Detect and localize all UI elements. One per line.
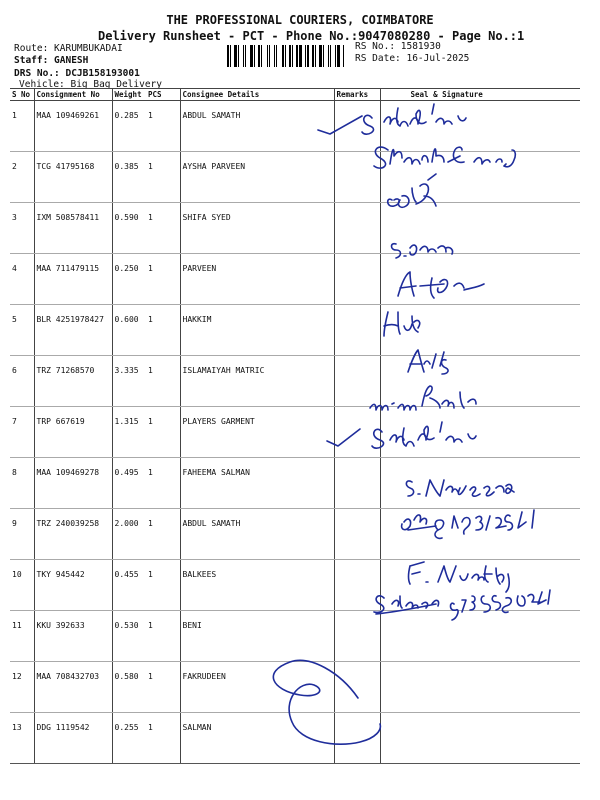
signature-row-7 xyxy=(408,350,448,374)
row-consignee: ABDUL SAMATH xyxy=(180,509,334,560)
row-pcs: 1 xyxy=(146,254,180,305)
row-sno: 9 xyxy=(10,509,34,560)
row-pcs: 1 xyxy=(146,458,180,509)
signature-row-12 xyxy=(409,562,510,592)
row-sno: 1 xyxy=(10,101,34,152)
row-pcs: 1 xyxy=(146,203,180,254)
row-consignee: BALKEES xyxy=(180,560,334,611)
rs-number: RS No.: 1581930 xyxy=(355,41,441,52)
row-consignment-no: MAA 109469278 xyxy=(34,458,112,509)
header-remarks: Remarks xyxy=(334,89,380,101)
row-sno: 8 xyxy=(10,458,34,509)
row-weight: 1.315 xyxy=(112,407,146,458)
row-weight: 0.580 xyxy=(112,662,146,713)
signature-row-4 xyxy=(392,244,453,258)
row-consignee: ISLAMAIYAH MATRIC xyxy=(180,356,334,407)
row-pcs: 1 xyxy=(146,407,180,458)
row-consignment-no: TCG 41795168 xyxy=(34,152,112,203)
row-sno: 10 xyxy=(10,560,34,611)
company-title: THE PROFESSIONAL COURIERS, COIMBATORE xyxy=(166,13,434,27)
signature-row-2 xyxy=(374,147,515,168)
row-weight: 0.250 xyxy=(112,254,146,305)
row-weight: 0.255 xyxy=(112,713,146,764)
row-sno: 2 xyxy=(10,152,34,203)
row-weight: 3.335 xyxy=(112,356,146,407)
rs-date: RS Date: 16-Jul-2025 xyxy=(355,53,470,64)
signature-row-11 xyxy=(402,510,534,538)
vehicle-label: Vehicle: Big Bag Delivery xyxy=(19,79,162,90)
row-pcs: 1 xyxy=(146,509,180,560)
row-pcs: 1 xyxy=(146,560,180,611)
row-weight: 0.495 xyxy=(112,458,146,509)
row-consignment-no: IXM 508578411 xyxy=(34,203,112,254)
row-pcs: 1 xyxy=(146,101,180,152)
row-consignee: SHIFA SYED xyxy=(180,203,334,254)
row-pcs: 1 xyxy=(146,611,180,662)
signature-row-3 xyxy=(388,174,436,207)
runsheet-subtitle: Delivery Runsheet - PCT - Phone No.:9047080280 - Page No.:1 xyxy=(98,29,525,43)
row-consignee: PARVEEN xyxy=(180,254,334,305)
row-consignee: ABDUL SAMATH xyxy=(180,101,334,152)
row-pcs: 1 xyxy=(146,662,180,713)
drs-number: DRS No.: DCJB158193001 xyxy=(14,68,140,79)
row-consignment-no: TKY 945442 xyxy=(34,560,112,611)
row-consignee: FAHEEMA SALMAN xyxy=(180,458,334,509)
signature-row-1 xyxy=(362,104,466,134)
row-consignment-no: DDG 1119542 xyxy=(34,713,112,764)
row-consignee: FAKRUDEEN xyxy=(180,662,334,713)
row-weight: 0.600 xyxy=(112,305,146,356)
row-sno: 5 xyxy=(10,305,34,356)
row-consignee: BENI xyxy=(180,611,334,662)
bottom-signature xyxy=(273,660,380,744)
row-sno: 4 xyxy=(10,254,34,305)
row-sno: 3 xyxy=(10,203,34,254)
row-weight: 0.385 xyxy=(112,152,146,203)
row-weight: 0.590 xyxy=(112,203,146,254)
row-consignment-no: BLR 4251978427 xyxy=(34,305,112,356)
header-seal-signature: Seal & Signature xyxy=(380,89,580,101)
signature-row-10 xyxy=(406,480,514,496)
row-sno: 7 xyxy=(10,407,34,458)
row-weight: 0.455 xyxy=(112,560,146,611)
row-pcs: 1 xyxy=(146,713,180,764)
row-pcs: 1 xyxy=(146,356,180,407)
row-sno: 13 xyxy=(10,713,34,764)
row-sno: 12 xyxy=(10,662,34,713)
signature-row-13 xyxy=(374,590,550,620)
row-weight: 2.000 xyxy=(112,509,146,560)
row-consignment-no: MAA 708432703 xyxy=(34,662,112,713)
signature-row-8 xyxy=(370,386,476,410)
row-consignment-no: TRP 667619 xyxy=(34,407,112,458)
row-sno: 6 xyxy=(10,356,34,407)
row-pcs: 1 xyxy=(146,152,180,203)
header-consignment: Consignment No xyxy=(34,89,112,101)
header-consignee: Consignee Details xyxy=(180,89,334,101)
row-consignment-no: TRZ 71268570 xyxy=(34,356,112,407)
row-consignment-no: MAA 109469261 xyxy=(34,101,112,152)
row-consignee: SALMAN xyxy=(180,713,334,764)
signature-row-6 xyxy=(384,312,420,336)
signature-row-9 xyxy=(372,422,476,448)
row-consignee: PLAYERS GARMENT xyxy=(180,407,334,458)
row-pcs: 1 xyxy=(146,305,180,356)
row-consignment-no: TRZ 240039258 xyxy=(34,509,112,560)
signature-row-5 xyxy=(398,272,484,298)
row-consignment-no: KKU 392633 xyxy=(34,611,112,662)
row-weight: 0.530 xyxy=(112,611,146,662)
row-sno: 11 xyxy=(10,611,34,662)
row-consignee: HAKKIM xyxy=(180,305,334,356)
header-weight: Weight xyxy=(112,89,146,101)
row-weight: 0.285 xyxy=(112,101,146,152)
staff-label: Staff: GANESH xyxy=(14,55,89,66)
row-consignment-no: MAA 711479115 xyxy=(34,254,112,305)
route-label: Route: KARUMBUKADAI xyxy=(14,43,123,54)
row-consignee: AYSHA PARVEEN xyxy=(180,152,334,203)
header-sno: S No xyxy=(10,89,34,101)
header-pcs: PCS xyxy=(146,89,180,101)
check-mark-row-1 xyxy=(318,116,362,134)
check-mark-row-9 xyxy=(327,429,360,446)
